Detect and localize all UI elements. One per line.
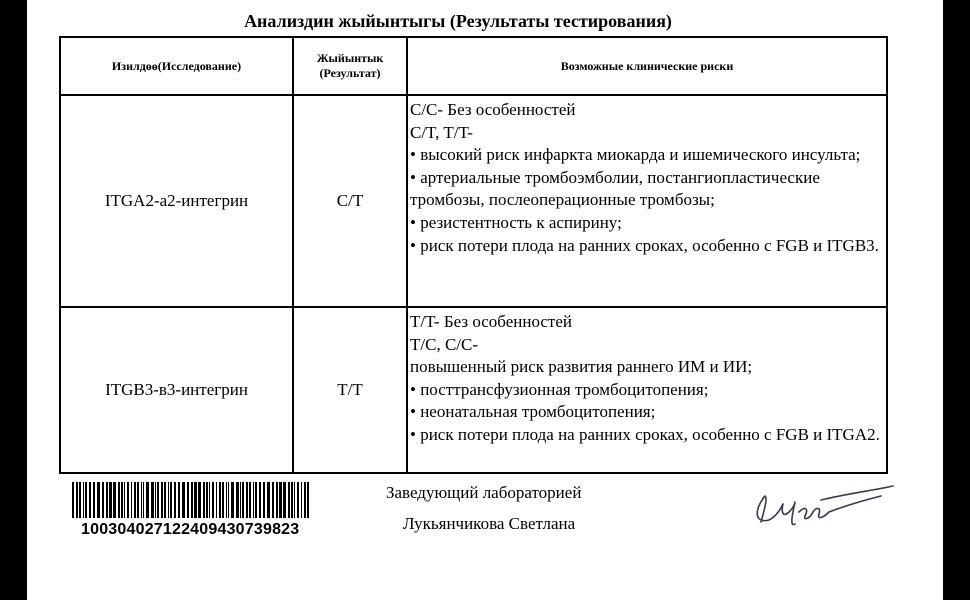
results-table bbox=[59, 36, 888, 474]
table-header-row bbox=[60, 37, 887, 95]
barcode-bar bbox=[137, 482, 139, 518]
risk-line: • резистентность к аспирину; bbox=[410, 212, 622, 232]
barcode-bar bbox=[228, 482, 229, 518]
barcode-bar bbox=[143, 482, 144, 518]
barcode-bar bbox=[267, 482, 270, 518]
barcode-number: 100304027122409430739823 bbox=[81, 521, 300, 538]
barcode-bar bbox=[297, 482, 299, 518]
barcode-bar bbox=[219, 482, 221, 518]
row-result: T/T bbox=[293, 307, 407, 473]
barcode-bar bbox=[174, 482, 176, 518]
barcode-bar bbox=[161, 482, 163, 518]
barcode-bar bbox=[194, 482, 197, 518]
barcode-bar bbox=[83, 482, 84, 518]
barcode-bar bbox=[236, 482, 239, 518]
table-row bbox=[60, 307, 887, 473]
barcode-bar bbox=[141, 482, 142, 518]
row-study-name: ITGA2-a2-интегрин bbox=[60, 95, 293, 307]
barcode-bar bbox=[231, 482, 234, 518]
barcode-bar bbox=[89, 482, 91, 518]
header-result bbox=[293, 37, 407, 95]
barcode-bar bbox=[301, 482, 302, 518]
barcode-bar bbox=[242, 482, 244, 518]
barcode-bar bbox=[109, 482, 112, 518]
barcode-bar bbox=[203, 482, 205, 518]
signature-title: Заведующий лабораторией bbox=[386, 483, 582, 502]
barcode-bar bbox=[157, 482, 159, 518]
row-risks bbox=[407, 95, 887, 307]
barcode-bar bbox=[146, 482, 149, 518]
row-study-name: ITGB3-в3-интегрин bbox=[60, 307, 293, 473]
barcode-bar bbox=[97, 482, 100, 518]
risk-line: C/C- Без особенностей bbox=[410, 100, 576, 119]
header-risks: Возможные клинические риски bbox=[407, 37, 887, 95]
barcode-bar bbox=[182, 482, 185, 518]
barcode-bar bbox=[191, 482, 193, 518]
barcode-bar bbox=[216, 482, 217, 518]
barcode-bar bbox=[187, 482, 189, 518]
barcode-bar bbox=[168, 482, 169, 518]
table-row bbox=[60, 95, 887, 307]
header-result-line1: Жыйынтык bbox=[316, 51, 384, 65]
barcode-bar bbox=[79, 482, 81, 518]
barcode-bar bbox=[102, 482, 104, 518]
barcode-bar bbox=[259, 482, 261, 518]
barcode-bar bbox=[93, 482, 95, 518]
row-risks bbox=[407, 307, 887, 473]
barcode-bar bbox=[283, 482, 286, 518]
barcode-bar bbox=[263, 482, 265, 518]
barcode-bar bbox=[106, 482, 108, 518]
barcode-bar bbox=[76, 482, 78, 518]
barcode-bar bbox=[246, 482, 248, 518]
barcode-bar bbox=[294, 482, 295, 518]
barcode-bar bbox=[113, 482, 116, 518]
barcode-bar bbox=[276, 482, 278, 518]
risk-line: • риск потери плода на ранних сроках, особенно с FGB и ITGB3. bbox=[410, 235, 879, 255]
risk-line: T/T- Без особенностей bbox=[410, 312, 572, 331]
barcode-bar bbox=[170, 482, 172, 518]
barcode-image bbox=[72, 482, 310, 518]
barcode-bar bbox=[72, 482, 74, 518]
barcode-bar bbox=[155, 482, 156, 518]
header-study: Изилдөө(Исследование) bbox=[60, 37, 293, 95]
barcode-bar bbox=[240, 482, 241, 518]
barcode-bar bbox=[279, 482, 282, 518]
barcode-bar bbox=[222, 482, 224, 518]
barcode-bar bbox=[151, 482, 154, 518]
row-result: C/T bbox=[293, 95, 407, 307]
barcode-bar bbox=[304, 482, 306, 518]
barcode-bar bbox=[127, 482, 129, 518]
risk-line: • артериальные тромбоэмболии, постангиопластические тромбозы, послеоперационные тромбозы; bbox=[410, 167, 820, 210]
barcode-bar bbox=[249, 482, 251, 518]
barcode-bar bbox=[131, 482, 132, 518]
barcode-bar bbox=[134, 482, 136, 518]
barcode-bar bbox=[307, 482, 309, 518]
handwritten-signature bbox=[725, 478, 895, 548]
risk-line: повышенный риск развития раннего ИМ и ИИ; bbox=[410, 357, 753, 377]
barcode-bar bbox=[253, 482, 254, 518]
risk-line: • риск потери плода на ранних сроках, особенно с FGB и ITGA2. bbox=[410, 424, 880, 444]
barcode-bar bbox=[288, 482, 290, 518]
barcode-bar bbox=[212, 482, 214, 518]
risk-line: • высокий риск инфаркта миокарда и ишемического инсульта; bbox=[410, 145, 861, 165]
header-result-line2: (Результат) bbox=[319, 66, 381, 80]
barcode-bar bbox=[121, 482, 123, 518]
barcode-bar bbox=[118, 482, 120, 518]
barcode-bar bbox=[198, 482, 201, 518]
risk-line: C/T, T/T- bbox=[410, 122, 473, 142]
risk-line: • неонатальная тромбоцитопения; bbox=[410, 402, 656, 422]
barcode-bar bbox=[291, 482, 293, 518]
barcode-bar bbox=[124, 482, 125, 518]
barcode-bar bbox=[178, 482, 180, 518]
signature-name: Лукьянчикова Светлана bbox=[403, 514, 576, 533]
barcode-bar bbox=[272, 482, 274, 518]
barcode-bar bbox=[164, 482, 166, 518]
risk-line: • посттрансфузионная тромбоцитопения; bbox=[410, 379, 709, 399]
barcode-bar bbox=[255, 482, 257, 518]
barcode-bar bbox=[85, 482, 87, 518]
barcode-bar bbox=[206, 482, 208, 518]
barcode-bar bbox=[209, 482, 210, 518]
barcode-bar bbox=[226, 482, 227, 518]
page-title: Анализдин жыйынтыгы (Результаты тестирования) bbox=[244, 11, 672, 31]
risk-line: T/C, C/C- bbox=[410, 334, 479, 354]
